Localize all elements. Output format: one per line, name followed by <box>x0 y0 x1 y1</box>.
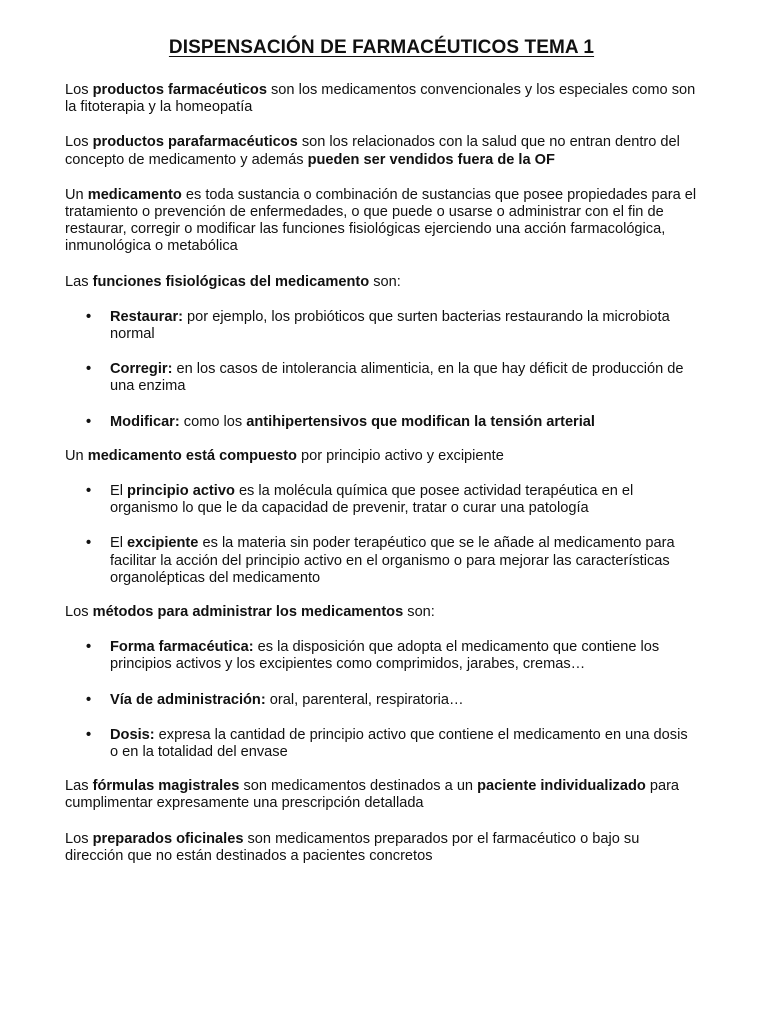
bold-term: pueden ser vendidos fuera de la OF <box>307 151 555 168</box>
paragraph-productos-parafarmaceuticos <box>65 134 698 168</box>
text-segment: son: <box>403 604 435 621</box>
bold-term: fórmulas magistrales <box>92 778 240 795</box>
bold-term: métodos para administrar los medicamentos <box>92 604 404 621</box>
bold-term: medicamento <box>87 186 182 203</box>
bullet-icon: • <box>86 726 92 743</box>
text-segment: oral, parenteral, respiratoria… <box>265 691 464 708</box>
text-segment: es toda sustancia o combinación de sustancias que posee propiedades para el tratamiento o prevención de enfermedades, o que puede o usarse o administrar con el fin de restaurar, corregir o modificar las funciones fisiológicas ejerciendo una acción farmacológica, inmunológica o metabólica <box>65 186 697 255</box>
list-item <box>65 361 698 395</box>
bold-term: antihipertensivos que modifican la tensión arterial <box>246 413 595 430</box>
list-item <box>65 639 698 673</box>
text-segment: Los <box>65 134 93 151</box>
document-title: DISPENSACIÓN DE FARMACÉUTICOS TEMA 1 <box>168 37 595 58</box>
list-item <box>65 692 698 709</box>
text-segment: es la disposición que adopta el medicamento que contiene los principios activos y los excipientes como comprimidos, jarabes, cremas… <box>110 639 660 673</box>
bold-term: Forma farmacéutica: <box>110 639 254 656</box>
list-metodos <box>65 639 698 761</box>
text-segment: son medicamentos preparados por el farmacéutico o bajo su dirección que no están destinados a pacientes concretos <box>65 830 640 864</box>
text-segment: es la molécula química que posee actividad terapéutica en el organismo lo que le da capacidad de prevenir, tratar o curar una patología <box>110 483 634 517</box>
list-item <box>65 414 698 431</box>
bold-term: Restaurar: <box>110 308 183 325</box>
list-item <box>65 535 698 587</box>
bullet-icon: • <box>86 413 92 430</box>
text-segment: para cumplimentar expresamente una prescripción detallada <box>65 778 680 812</box>
text-segment: Un <box>65 186 88 203</box>
paragraph-medicamento-definicion <box>65 187 698 256</box>
bold-term: Dosis: <box>110 726 155 743</box>
text-segment: son los relacionados con la salud que no entran dentro del concepto de medicamento y además <box>65 134 680 168</box>
bold-term: principio activo <box>127 483 235 500</box>
bullet-icon: • <box>86 639 92 656</box>
bullet-icon: • <box>86 535 92 552</box>
paragraph-formulas-magistrales <box>65 778 698 812</box>
text-segment: Los <box>65 830 93 847</box>
text-segment: como los <box>179 413 247 430</box>
paragraph-composicion-intro <box>65 448 698 465</box>
text-segment: Los <box>65 604 93 621</box>
bold-term: productos parafarmacéuticos <box>92 134 298 151</box>
paragraph-productos-farmaceuticos <box>65 82 698 116</box>
text-segment: por ejemplo, los probióticos que surten bacterias restaurando la microbiota normal <box>110 308 670 343</box>
text-segment: es la materia sin poder terapéutico que se le añade al medicamento para facilitar la acción del principio activo en el organismo o para mejorar las características organolépticas del medicamento <box>110 535 675 586</box>
bold-term: funciones fisiológicas del medicamento <box>92 273 370 290</box>
bold-term: Modificar: <box>110 413 180 430</box>
paragraph-funciones-intro <box>65 274 698 291</box>
bold-term: Vía de administración: <box>110 691 266 708</box>
bullet-icon: • <box>86 691 92 708</box>
bullet-icon: • <box>86 308 92 325</box>
text-segment: Un <box>65 447 88 464</box>
list-composicion <box>65 483 698 587</box>
text-segment: en los casos de intolerancia alimenticia, en la que hay déficit de producción de una enzima <box>110 361 684 395</box>
text-segment: El <box>110 535 128 552</box>
bold-term: paciente individualizado <box>477 778 646 795</box>
list-item <box>65 483 698 517</box>
list-funciones <box>65 309 698 431</box>
bold-term: excipiente <box>127 535 199 552</box>
paragraph-metodos-intro <box>65 604 698 621</box>
bold-term: medicamento está compuesto <box>87 447 297 464</box>
text-segment: Las <box>65 778 93 795</box>
bullet-icon: • <box>86 361 92 378</box>
list-item <box>65 309 698 343</box>
text-segment: son los medicamentos convencionales y los especiales como son la fitoterapia y la homeopatía <box>65 82 696 116</box>
text-segment: Los <box>65 82 93 98</box>
bold-term: Corregir: <box>110 361 173 378</box>
text-segment: expresa la cantidad de principio activo que contiene el medicamento en una dosis o en la totalidad del envase <box>110 726 688 761</box>
text-segment: El <box>110 483 128 500</box>
paragraph-preparados-oficinales <box>65 831 698 865</box>
bullet-icon: • <box>86 483 92 500</box>
text-segment: son: <box>369 273 401 290</box>
text-segment: son medicamentos destinados a un <box>239 778 478 795</box>
bold-term: preparados oficinales <box>92 830 244 847</box>
text-segment: Las <box>65 273 93 290</box>
list-item <box>65 727 698 761</box>
bold-term: productos farmacéuticos <box>92 82 267 98</box>
text-segment: por principio activo y excipiente <box>296 447 504 464</box>
